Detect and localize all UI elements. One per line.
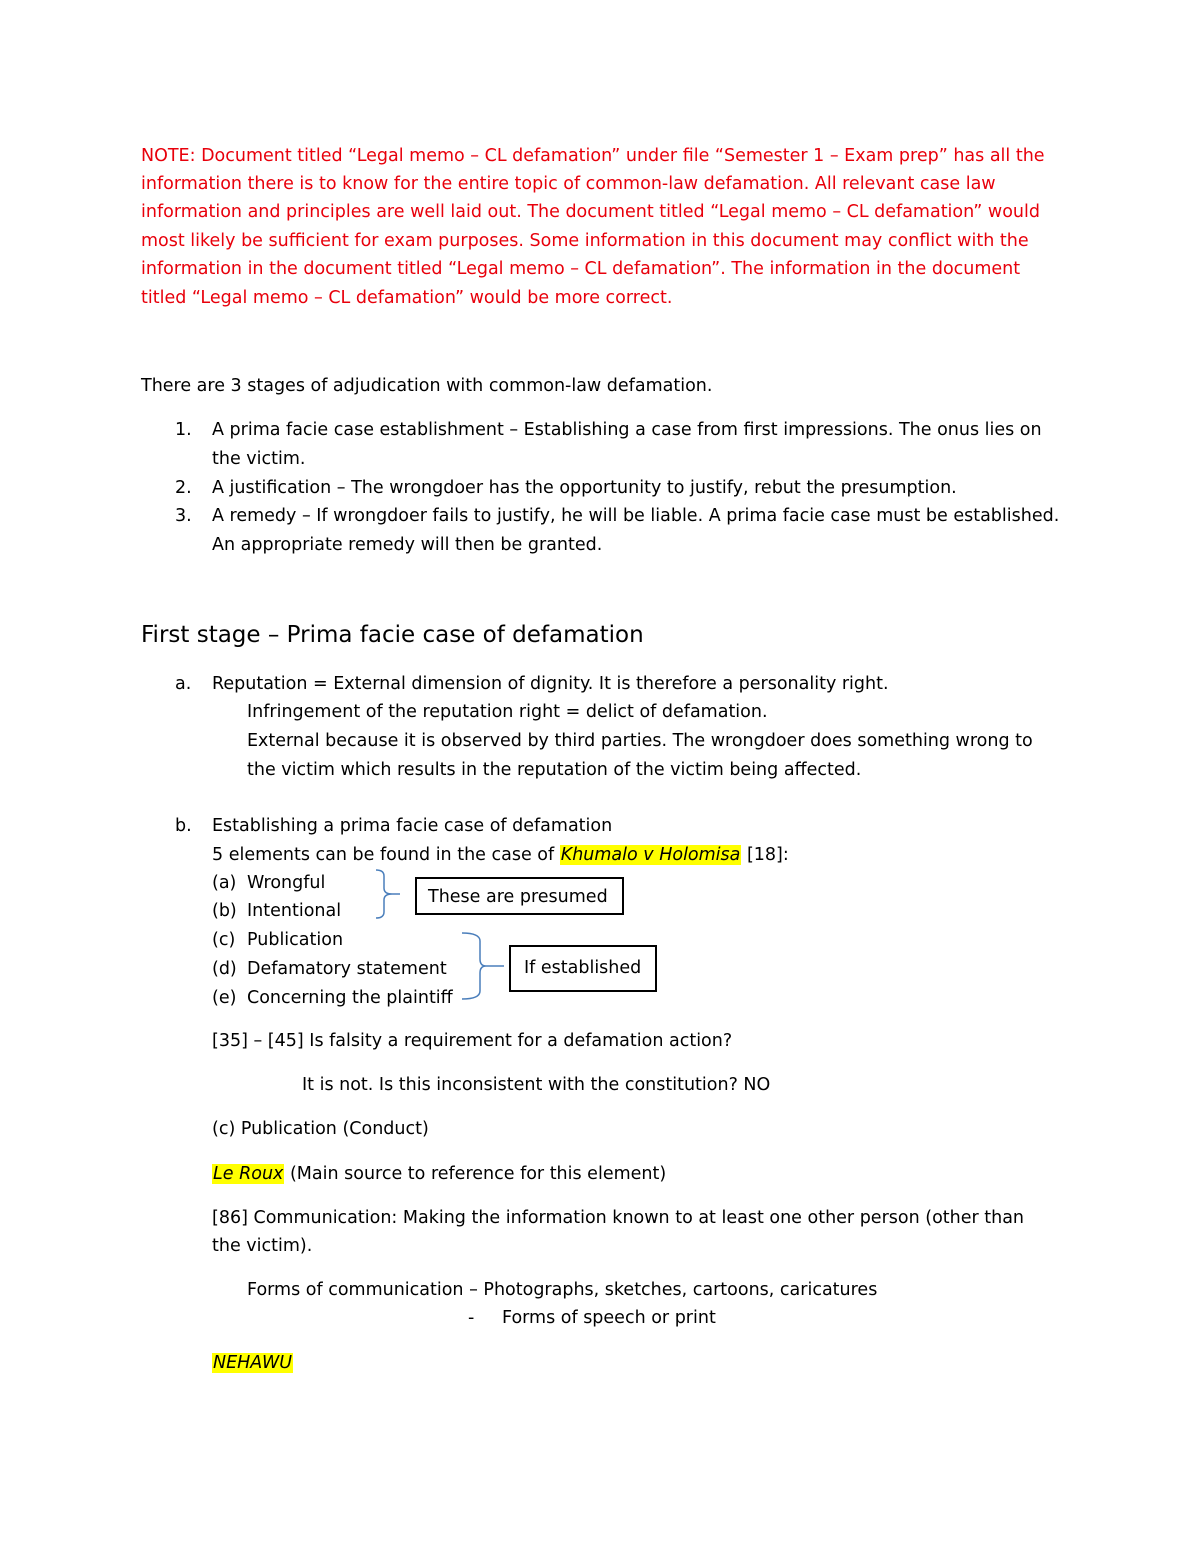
section-text: Reputation = External dimension of dignity. It is therefore a personality right.	[212, 674, 889, 694]
list-item: An appropriate remedy will then be granted.	[212, 535, 603, 555]
element-text: Wrongful	[247, 873, 326, 893]
falsity-answer: It is not. Is this inconsistent with the constitution? NO	[302, 1075, 771, 1095]
list-item: A prima facie case establishment – Establishing a case from first impressions. The onus lies on	[212, 420, 1042, 440]
elements-intro	[212, 843, 789, 867]
section-text: Infringement of the reputation right = delict of defamation.	[247, 702, 768, 722]
note-line: information and principles are well laid out. The document titled “Legal memo – CL defamation” would	[141, 202, 1040, 222]
section-text: External because it is observed by third parties. The wrongdoer does something wrong to	[247, 731, 1033, 751]
note-line: most likely be sufficient for exam purposes. Some information in this document may conflict with the	[141, 231, 1029, 251]
section-letter: b.	[175, 816, 192, 836]
note-line: NOTE: Document titled “Legal memo – CL defamation” under file “Semester 1 – Exam prep” has all the	[141, 146, 1045, 166]
elements-suffix: [18]:	[741, 845, 789, 865]
list-item: A justification – The wrongdoer has the opportunity to justify, rebut the presumption.	[212, 478, 957, 498]
brace-icon	[374, 868, 400, 920]
publication-heading: (c) Publication (Conduct)	[212, 1119, 429, 1139]
section-text: Establishing a prima facie case of defamation	[212, 816, 613, 836]
list-number: 3.	[175, 506, 192, 526]
le-roux-highlight: Le Roux	[213, 1164, 284, 1184]
element-text: Concerning the plaintiff	[247, 988, 453, 1008]
list-item: the victim.	[212, 449, 306, 469]
element-label: (b)	[212, 901, 237, 921]
element-text: Intentional	[247, 901, 342, 921]
section-text: the victim which results in the reputation of the victim being affected.	[247, 760, 862, 780]
forms-sub: Forms of speech or print	[502, 1308, 716, 1328]
communication-text: [86] Communication: Making the information known to at least one other person (other than	[212, 1208, 1025, 1228]
note-line: information in the document titled “Legal memo – CL defamation”. The information in the document	[141, 259, 1021, 279]
list-number: 1.	[175, 420, 192, 440]
established-box-text: If established	[524, 958, 642, 978]
element-text: Publication	[247, 930, 344, 950]
case-name-highlight: Khumalo v Holomisa	[560, 845, 741, 865]
forms-dash: -	[468, 1308, 475, 1328]
communication-text: the victim).	[212, 1236, 313, 1256]
le-roux-rest: (Main source to reference for this element)	[284, 1164, 667, 1184]
presumed-box-text: These are presumed	[428, 887, 608, 907]
element-label: (e)	[212, 988, 237, 1008]
established-box	[509, 945, 657, 992]
note-line: information there is to know for the entire topic of common-law defamation. All relevant case law	[141, 174, 996, 194]
list-item: A remedy – If wrongdoer fails to justify, he will be liable. A prima facie case must be established.	[212, 506, 1060, 526]
nehawu-line	[212, 1351, 293, 1375]
section-letter: a.	[175, 674, 192, 694]
intro-text: There are 3 stages of adjudication with common-law defamation.	[141, 376, 713, 396]
element-text: Defamatory statement	[247, 959, 447, 979]
note-line: titled “Legal memo – CL defamation” would be more correct.	[141, 288, 673, 308]
elements-prefix: 5 elements can be found in the case of	[212, 845, 560, 865]
element-label: (c)	[212, 930, 236, 950]
nehawu-highlight: NEHAWU	[213, 1353, 293, 1373]
forms-line: Forms of communication – Photographs, sketches, cartoons, caricatures	[247, 1280, 878, 1300]
presumed-box	[415, 877, 624, 915]
brace-icon	[460, 931, 504, 1001]
list-number: 2.	[175, 478, 192, 498]
section-heading: First stage – Prima facie case of defamation	[141, 622, 644, 648]
falsity-question: [35] – [45] Is falsity a requirement for a defamation action?	[212, 1031, 733, 1051]
element-label: (d)	[212, 959, 237, 979]
le-roux-line	[212, 1162, 666, 1186]
element-label: (a)	[212, 873, 237, 893]
